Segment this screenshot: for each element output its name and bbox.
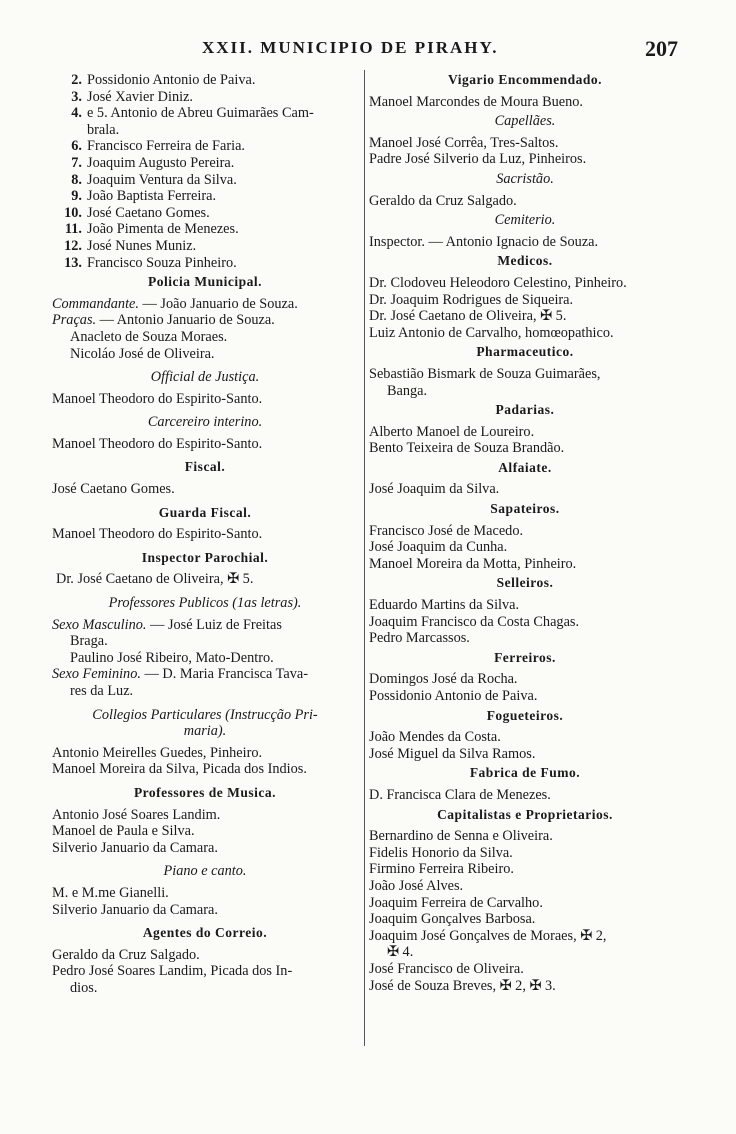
section-heading-medicos: Medicos.: [497, 253, 553, 269]
list-item: Eduardo Martins da Silva.: [369, 597, 520, 614]
section-heading-guarda: Guarda Fiscal.: [158, 504, 252, 520]
list-item: M. e M.me Gianelli.: [52, 884, 169, 901]
section-heading-collegios: Collegios Particulares (Instrucção Pri-: [92, 706, 318, 723]
section-heading-musica: Professores de Musica.: [133, 784, 277, 800]
list-item: Pedro José Soares Landim, Picada dos In-: [52, 963, 293, 980]
list-item: Manoel de Paula e Silva.: [52, 823, 195, 840]
list-item: José Joaquim da Cunha.: [369, 539, 508, 556]
section-heading-cemiterio: Cemiterio.: [494, 212, 556, 229]
section-heading-policia: Policia Municipal.: [147, 274, 262, 290]
list-item-continuation: ✠ 4.: [387, 944, 414, 961]
list-item: 11. João Pimenta de Menezes.: [64, 221, 239, 238]
list-item: Alberto Manoel de Loureiro.: [369, 423, 535, 440]
list-item: José Caetano Gomes.: [52, 481, 175, 498]
sexo-masculino-entry: Sexo Masculino. — José Luiz de Freitas: [52, 616, 282, 633]
list-item: Manoel José Corrêa, Tres-Saltos.: [369, 134, 559, 151]
list-item: Bento Teixeira de Souza Brandão.: [369, 440, 565, 457]
section-heading-correio: Agentes do Correio.: [142, 925, 268, 941]
list-item: Antonio José Soares Landim.: [52, 806, 221, 823]
page-title: XXII. MUNICIPIO DE PIRAHY.: [202, 38, 499, 57]
list-item: Possidonio Antonio de Paiva.: [369, 688, 538, 704]
right-column: [369, 72, 681, 994]
list-item: Inspector. — Antonio Ignacio de Souza.: [369, 233, 599, 250]
list-item: Sebastião Bismark de Souza Guimarães,: [369, 365, 601, 382]
section-heading-ferreiros: Ferreiros.: [494, 649, 556, 665]
list-item: Manoel Moreira da Silva, Picada dos Indios.: [52, 761, 307, 778]
section-heading-fiscal: Fiscal.: [184, 459, 226, 475]
sexo-feminino-entry: Sexo Feminino. — D. Maria Francisca Tava-: [52, 666, 308, 683]
list-item: Domingos José da Rocha.: [369, 671, 518, 688]
list-item: D. Francisca Clara de Menezes.: [369, 786, 551, 803]
section-heading-capellaes: Capellães.: [494, 113, 556, 130]
pracas-entry: Praças. — Antonio Januario de Souza.: [52, 312, 275, 329]
section-heading-oficial: Official de Justiça.: [150, 369, 260, 386]
list-item: Firmino Ferreira Ribeiro.: [369, 861, 514, 878]
section-heading-pharmaceutico: Pharmaceutico.: [476, 344, 574, 360]
list-item-continuation: brala.: [87, 121, 120, 138]
section-heading-inspector: Inspector Parochial.: [141, 549, 269, 565]
section-heading-professores: Professores Publicos (1as letras).: [108, 595, 302, 612]
column-divider: [364, 70, 365, 1046]
list-item: Luiz Antonio de Carvalho, homœopathico.: [369, 324, 614, 341]
list-item: Geraldo da Cruz Salgado.: [369, 192, 517, 209]
list-item: Joaquim Gonçalves Barbosa.: [369, 911, 536, 928]
list-item: Antonio Meirelles Guedes, Pinheiro.: [52, 744, 263, 761]
section-heading-vigario: Vigario Encommendado.: [447, 72, 602, 87]
list-item: Paulino José Ribeiro, Mato-Dentro.: [70, 649, 274, 666]
list-item: 8. Joaquim Ventura da Silva.: [71, 171, 237, 188]
page-number: 207: [645, 36, 678, 61]
section-heading-padarias: Padarias.: [495, 402, 555, 418]
section-heading-alfaiate: Alfaiate.: [498, 459, 552, 475]
list-item: 12. José Nunes Muniz.: [64, 237, 197, 254]
list-item: Geraldo da Cruz Salgado.: [52, 946, 200, 963]
commandante-entry: Commandante. — João Januario de Souza.: [52, 295, 298, 312]
section-heading-sapateiros: Sapateiros.: [490, 501, 560, 517]
list-item: 6. Francisco Ferreira de Faria.: [71, 138, 245, 155]
section-heading-collegios-cont: maria).: [183, 723, 227, 740]
list-item: Dr. Clodoveu Heleodoro Celestino, Pinheiro.: [369, 274, 627, 291]
list-item: 2. Possidonio Antonio de Paiva.: [71, 72, 256, 88]
list-item: Joaquim Ferreira de Carvalho.: [369, 894, 543, 911]
list-item: Manoel Theodoro do Espirito-Santo.: [52, 526, 263, 543]
list-item: João José Alves.: [369, 877, 464, 894]
list-item: Fidelis Honorio da Silva.: [369, 844, 513, 861]
section-heading-piano: Piano e canto.: [163, 863, 247, 880]
section-heading-sacristao: Sacristão.: [496, 170, 554, 187]
list-item: Anacleto de Souza Moraes.: [70, 328, 228, 345]
list-item: Manoel Marcondes de Moura Bueno.: [369, 93, 583, 110]
list-item: José Miguel da Silva Ramos.: [369, 745, 536, 762]
section-heading-carcereiro: Carcereiro interino.: [147, 414, 263, 431]
list-item: João Mendes da Costa.: [369, 729, 501, 746]
list-item: Dr. José Caetano de Oliveira, ✠ 5.: [56, 571, 254, 588]
list-item-continuation: Banga.: [387, 382, 428, 399]
list-item: Silverio Januario da Camara.: [52, 839, 218, 856]
list-item: Dr. José Caetano de Oliveira, ✠ 5.: [369, 308, 567, 325]
list-item: Joaquim José Gonçalves de Moraes, ✠ 2,: [369, 927, 607, 944]
list-item: Nicoláo José de Oliveira.: [70, 345, 215, 362]
list-item: 10. José Caetano Gomes.: [64, 204, 210, 221]
list-item: Manoel Moreira da Motta, Pinheiro.: [369, 555, 577, 572]
page-header: [0, 38, 736, 68]
list-item: Manoel Theodoro do Espirito-Santo.: [52, 390, 263, 407]
section-heading-selleiros: Selleiros.: [496, 575, 554, 591]
list-item-continuation: dios.: [70, 979, 98, 996]
list-item: 3. José Xavier Diniz.: [71, 88, 194, 105]
list-item: Joaquim Francisco da Costa Chagas.: [369, 613, 580, 630]
list-item: Padre José Silverio da Luz, Pinheiros.: [369, 151, 587, 168]
section-heading-capitalistas: Capitalistas e Proprietarios.: [437, 806, 613, 822]
list-item-continuation: res da Luz.: [70, 683, 134, 699]
list-item: 9. João Baptista Ferreira.: [71, 188, 217, 205]
list-item-continuation: Braga.: [70, 633, 108, 650]
list-item: 4. e 5. Antonio de Abreu Guimarães Cam-: [71, 105, 314, 122]
section-heading-fumo: Fabrica de Fumo.: [469, 765, 581, 781]
list-item: Dr. Joaquim Rodrigues de Siqueira.: [369, 291, 574, 308]
list-item: Francisco José de Macedo.: [369, 522, 524, 539]
list-item: José de Souza Breves, ✠ 2, ✠ 3.: [369, 977, 556, 994]
section-heading-fogueteiros: Fogueteiros.: [486, 707, 564, 723]
list-item: Bernardino de Senna e Oliveira.: [369, 828, 553, 845]
list-item: José Joaquim da Silva.: [369, 481, 500, 498]
list-item: 7. Joaquim Augusto Pereira.: [71, 154, 235, 171]
list-item: Pedro Marcassos.: [369, 630, 470, 647]
left-column: [52, 72, 358, 997]
list-item: Silverio Januario da Camara.: [52, 901, 218, 918]
list-item: 13. Francisco Souza Pinheiro.: [64, 254, 237, 271]
list-item: Manoel Theodoro do Espirito-Santo.: [52, 435, 263, 452]
list-item: José Francisco de Oliveira.: [369, 960, 524, 977]
